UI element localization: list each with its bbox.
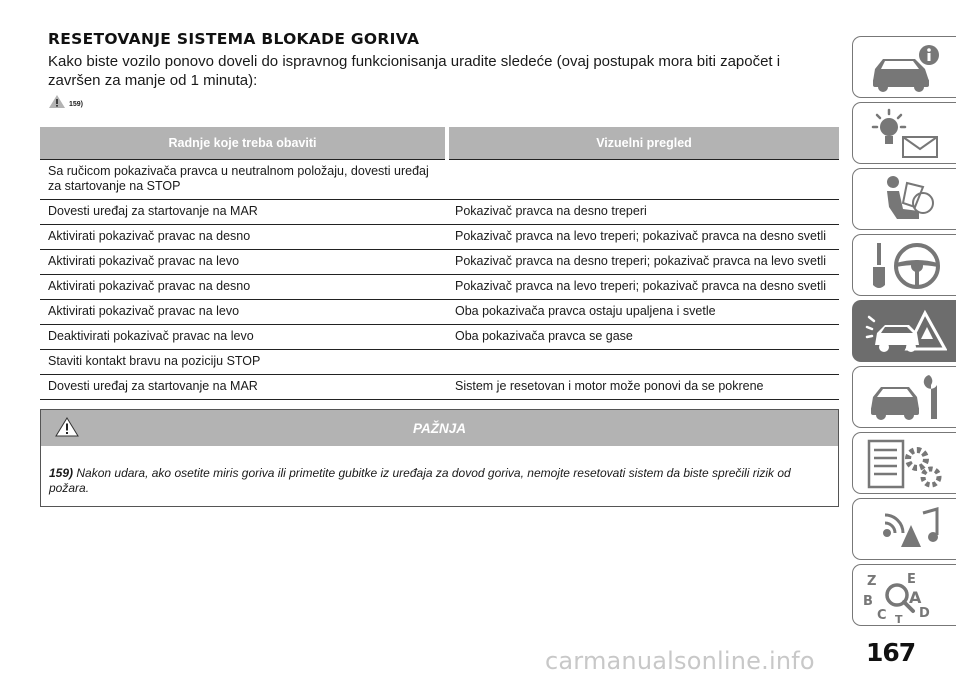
page-heading: RESETOVANJE SISTEMA BLOKADE GORIVA	[48, 30, 420, 48]
table-cell-visual: Oba pokazivača pravca se gase	[447, 325, 839, 350]
table-row	[40, 300, 839, 325]
table-header-row	[40, 127, 839, 160]
seat-airbag-icon	[863, 173, 947, 227]
chapter-tab-warning-lights[interactable]	[852, 102, 956, 164]
car-info-icon	[863, 41, 947, 95]
table-cell-visual	[447, 160, 839, 200]
warning-lights-icon	[863, 107, 947, 161]
table-header-actions: Radnje koje treba obaviti	[40, 127, 447, 160]
index-letter: E	[907, 572, 916, 587]
index-letter: Z	[867, 574, 877, 589]
chapter-tab-index[interactable]	[852, 564, 956, 626]
table-header-visual-check: Vizuelni pregled	[447, 127, 839, 160]
table-cell-action: Staviti kontakt bravu na poziciju STOP	[40, 350, 447, 375]
chapter-tab-technical-data[interactable]	[852, 432, 956, 494]
table-row	[40, 375, 839, 400]
table-cell-action: Aktivirati pokazivač pravac na levo	[40, 250, 447, 275]
chapter-tab-safety[interactable]	[852, 168, 956, 230]
warning-reference-number: 159)	[69, 101, 84, 108]
intro-paragraph: Kako biste vozilo ponovo doveli do ispravnog funkcionisanja uradite sledeće (ovaj postupak mora biti započet i završen za manje od 1 minuta):	[48, 53, 781, 89]
table-cell-action: Sa ručicom pokazivača pravca u neutralnom položaju, dovesti uređaj za startovanje na STOP	[40, 160, 447, 200]
specs-gears-icon	[863, 437, 947, 491]
index-letter: T	[895, 613, 903, 623]
table-cell-visual: Pokazivač pravca na desno treperi; pokazivač pravca na levo svetli	[447, 250, 839, 275]
table-row	[40, 250, 839, 275]
table-cell-visual: Oba pokazivača pravca ostaju upaljena i svetle	[447, 300, 839, 325]
table-cell-action: Dovesti uređaj za startovanje na MAR	[40, 200, 447, 225]
chapter-tab-multimedia[interactable]	[852, 498, 956, 560]
table-cell-visual: Pokazivač pravca na levo treperi; pokazivač pravca na desno svetli	[447, 225, 839, 250]
page-number: 167	[866, 638, 916, 667]
procedure-table	[40, 127, 839, 400]
table-cell-visual: Pokazivač pravca na desno treperi	[447, 200, 839, 225]
warning-notice-text	[41, 446, 838, 496]
car-wrench-icon	[863, 371, 947, 425]
table-row	[40, 225, 839, 250]
warning-notice-box	[40, 409, 839, 507]
warning-notice-body: Nakon udara, ako osetite miris goriva ili primetite gubitke iz uređaja za dovod goriva, nemojte resetovati sistem da biste sprečili rizik od požara.	[49, 466, 791, 495]
warning-reference[interactable]	[48, 93, 83, 109]
table-row	[40, 275, 839, 300]
index-letter: C	[877, 608, 887, 623]
table-row	[40, 200, 839, 225]
table-cell-action: Deaktivirati pokazivač pravac na levo	[40, 325, 447, 350]
table-cell-action: Aktivirati pokazivač pravac na desno	[40, 225, 447, 250]
warning-notice-header	[41, 410, 838, 446]
chapter-tab-maintenance[interactable]	[852, 366, 956, 428]
table-cell-action: Dovesti uređaj za startovanje na MAR	[40, 375, 447, 400]
warning-triangle-icon	[48, 94, 66, 109]
chapter-tab-emergency[interactable]	[852, 300, 956, 362]
warning-triangle-icon	[55, 417, 79, 437]
table-cell-action: Aktivirati pokazivač pravac na levo	[40, 300, 447, 325]
multimedia-icon	[863, 503, 947, 557]
warning-notice-ref: 159)	[49, 466, 74, 480]
chapter-tab-start-drive[interactable]	[852, 234, 956, 296]
index-letter: D	[919, 606, 930, 621]
warning-notice-title: PAŽNJA	[412, 420, 466, 436]
chapter-tabs	[852, 0, 960, 678]
car-emergency-icon	[863, 305, 947, 359]
chapter-tab-car-info[interactable]	[852, 36, 956, 98]
alphabetical-index-icon	[863, 569, 947, 623]
table-row	[40, 325, 839, 350]
table-cell-visual: Pokazivač pravca na levo treperi; pokazivač pravca na desno svetli	[447, 275, 839, 300]
key-steering-wheel-icon	[863, 239, 947, 293]
table-cell-visual	[447, 350, 839, 375]
table-row	[40, 160, 839, 200]
watermark: carmanualsonline.info	[545, 647, 815, 675]
table-cell-visual: Sistem je resetovan i motor može ponovi da se pokrene	[447, 375, 839, 400]
table-row	[40, 350, 839, 375]
table-cell-action: Aktivirati pokazivač pravac na desno	[40, 275, 447, 300]
index-letter: A	[909, 588, 922, 607]
index-letter: B	[863, 594, 873, 609]
